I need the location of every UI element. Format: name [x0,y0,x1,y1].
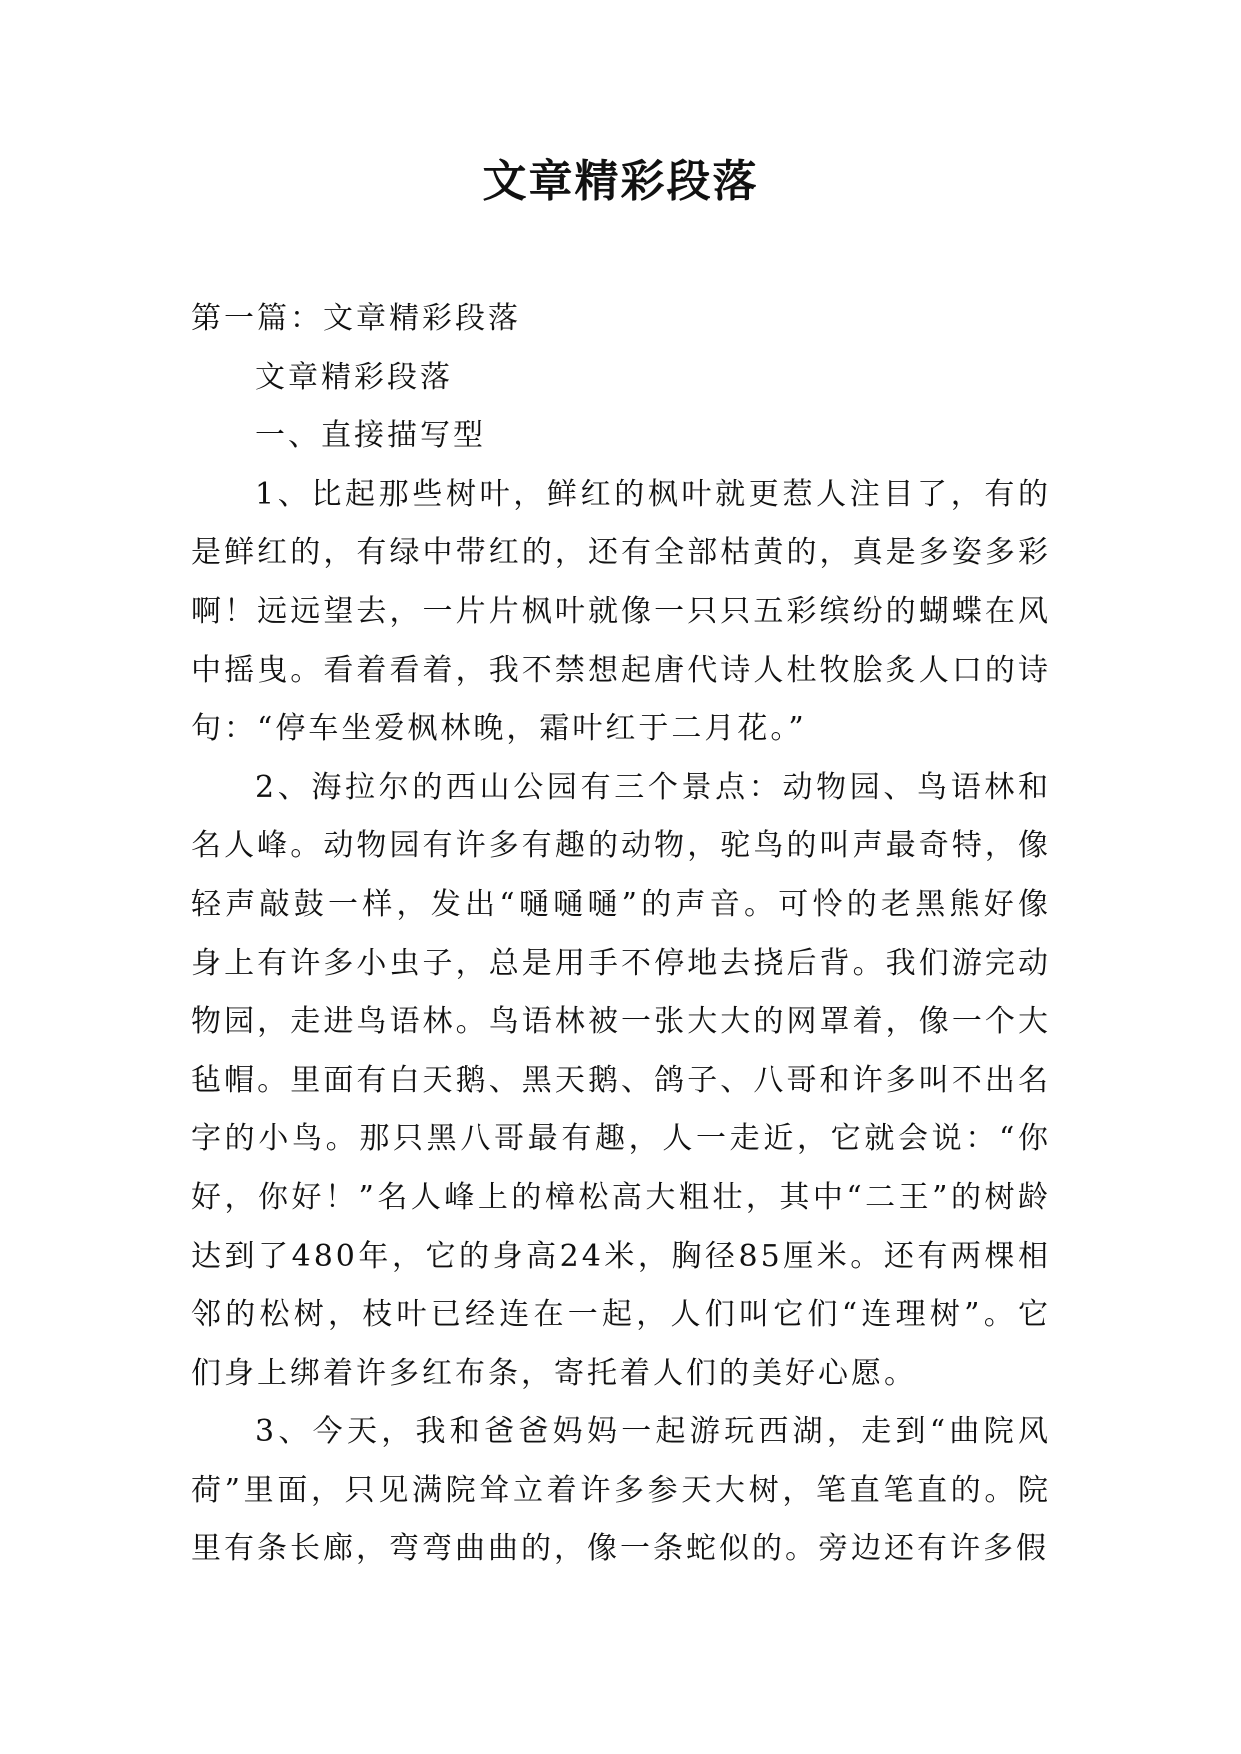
subtitle-paragraph: 文章精彩段落 [255,359,453,395]
paragraph-2: 2、海拉尔的西山公园有三个景点：动物园、鸟语林和名人峰。动物园有许多有趣的动物，驼鸟的叫声最奇特，像轻声敲鼓一样，发出“嗵嗵嗵”的声音。可怜的老黑熊好像身上有许多小虫子，总是用手不停地去挠后背。我们游完动物园，走进鸟语林。鸟语林被一张大大的网罩着，像一个大毡帽。里面有白天鹅、黑天鹅、鸽子、八哥和许多叫不出名字的小鸟。那只黑八哥最有趣，人一走近，它就会说：“你好，你好！”名人峰上的樟松高大粗壮，其中“二王”的树龄达到了480年，它的身高24米，胸径85厘米。还有两棵相邻的松树，枝叶已经连在一起，人们叫它们“连理树”。它们身上绑着许多红布条，寄托着人们的美好心愿。 [191,769,1051,1391]
category-heading: 一、直接描写型 [255,418,486,454]
paragraph-3: 3、今天，我和爸爸妈妈一起游玩西湖，走到“曲院风荷”里面，只见满院耸立着许多参天大树，笔直笔直的。院里有条长廊，弯弯曲曲的，像一条蛇似的。旁边还有许多假 [191,1414,1051,1567]
section-heading: 第一篇：文章精彩段落 [191,301,521,336]
paragraph-1: 1、比起那些树叶，鲜红的枫叶就更惹人注目了，有的是鲜红的，有绿中带红的，还有全部枯黄的，真是多姿多彩啊！远远望去，一片片枫叶就像一只只五彩缤纷的蝴蝶在风中摇曳。看着看着，我不禁想起唐代诗人杜牧脍炙人口的诗句：“停车坐爱枫林晚，霜叶红于二月花。” [191,476,1051,747]
document-title: 文章精彩段落 [482,156,759,207]
document-body [191,290,1051,1579]
